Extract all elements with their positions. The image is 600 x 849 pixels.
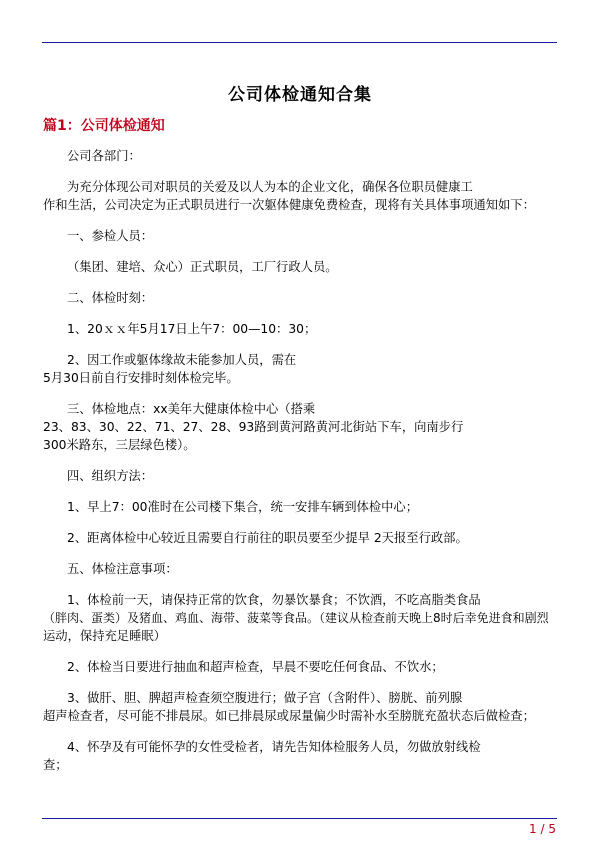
line: 2、因工作或躯体缘故未能参加人员，需在 [67,353,297,367]
line: 1、体检前一天，请保持正常的饮食，勿暴饮暴食；不饮酒，不吃高脂类食品 [67,593,481,607]
paragraph-note-1a [67,591,481,609]
paragraph-note-3b [43,707,535,725]
section-heading: 篇1：公司体检通知 [43,118,165,134]
line: 23、83、30、22、71、27、28、93路到黄河路黄河北街站下车，向南步行 [43,420,464,434]
section-location-b [43,418,463,436]
paragraph-time-2a [67,351,296,369]
line: 公司各部门： [67,149,141,163]
section-participants [67,227,153,245]
paragraph-note-4b [43,756,68,774]
document-title: 公司体检通知合集 [228,85,372,105]
paragraph-time-2b [43,369,239,387]
line: 查； [43,758,68,772]
paragraph-time-1 [67,320,316,338]
line: 1、早上7：00准时在公司楼下集合，统一安排车辆到体检中心； [67,500,419,514]
line: 运动，保持充足睡眠） [43,629,166,643]
line: （集团、建培、众心）正式职员，工厂行政人员。 [67,260,338,274]
line: 2、体检当日要进行抽血和超声检查，早晨不要吃任何食品、不饮水； [67,660,444,674]
line: 作和生活，公司决定为正式职员进行一次躯体健康免费检查，现将有关具体事项通知如下： [43,198,535,212]
paragraph-note-4a [67,738,481,756]
paragraph-note-3a [67,689,462,707]
header-rule [42,42,557,43]
paragraph-organization-1 [67,498,418,516]
section-time [67,289,153,307]
line: 三、体检地点：xx美年大健康体检中心（搭乘 [67,402,316,416]
line: （胖肉、蛋类）及猪血、鸡血、海带、菠菜等食品。（建议从检查前天晚上8时后幸免进食和剧烈 [43,611,549,625]
paragraph-note-2 [67,658,444,676]
paragraph-note-1c [43,627,166,645]
line: 300米路东，三层绿色楼）。 [43,438,196,452]
section-location-c [43,436,196,454]
line: 3、做肝、胆、脾超声检查须空腹进行；做子宫（含附件）、膀胱、前列腺 [67,691,463,705]
section-notes [67,560,178,578]
paragraph-note-1b [43,609,549,627]
line: 五、体检注意事项： [67,562,178,576]
line: 为充分体现公司对职员的关爱及以人为本的企业文化，确保各位职员健康工 [67,180,473,194]
line: 4、怀孕及有可能怀孕的女性受检者，请先告知体检服务人员，勿做放射线检 [67,740,481,754]
line: 超声检查者，尽可能不排晨尿。如已排晨尿或尿量偏少时需补水至膀胱充盈状态后做检查； [43,709,535,723]
line: 2、距离体检中心较近且需要自行前往的职员要至少提早 2天报至行政部。 [67,531,468,545]
line: 1、20ｘｘ年5月17日上午7：00—10：30； [67,322,317,336]
paragraph-salutation [67,147,141,165]
section-location-a [67,400,315,418]
paragraph-organization-2 [67,529,468,547]
paragraph-intro-2 [43,196,535,214]
paragraph-intro-1 [67,178,473,196]
line: 5月30日前自行安排时刻体检完毕。 [43,371,239,385]
section-organization [67,467,153,485]
footer-rule [42,818,557,819]
line: 四、组织方法： [67,469,154,483]
line: 二、体检时刻： [67,291,154,305]
line: 一、参检人员： [67,229,154,243]
page-number: 1 / 5 [529,822,556,836]
paragraph-participants [67,258,338,276]
